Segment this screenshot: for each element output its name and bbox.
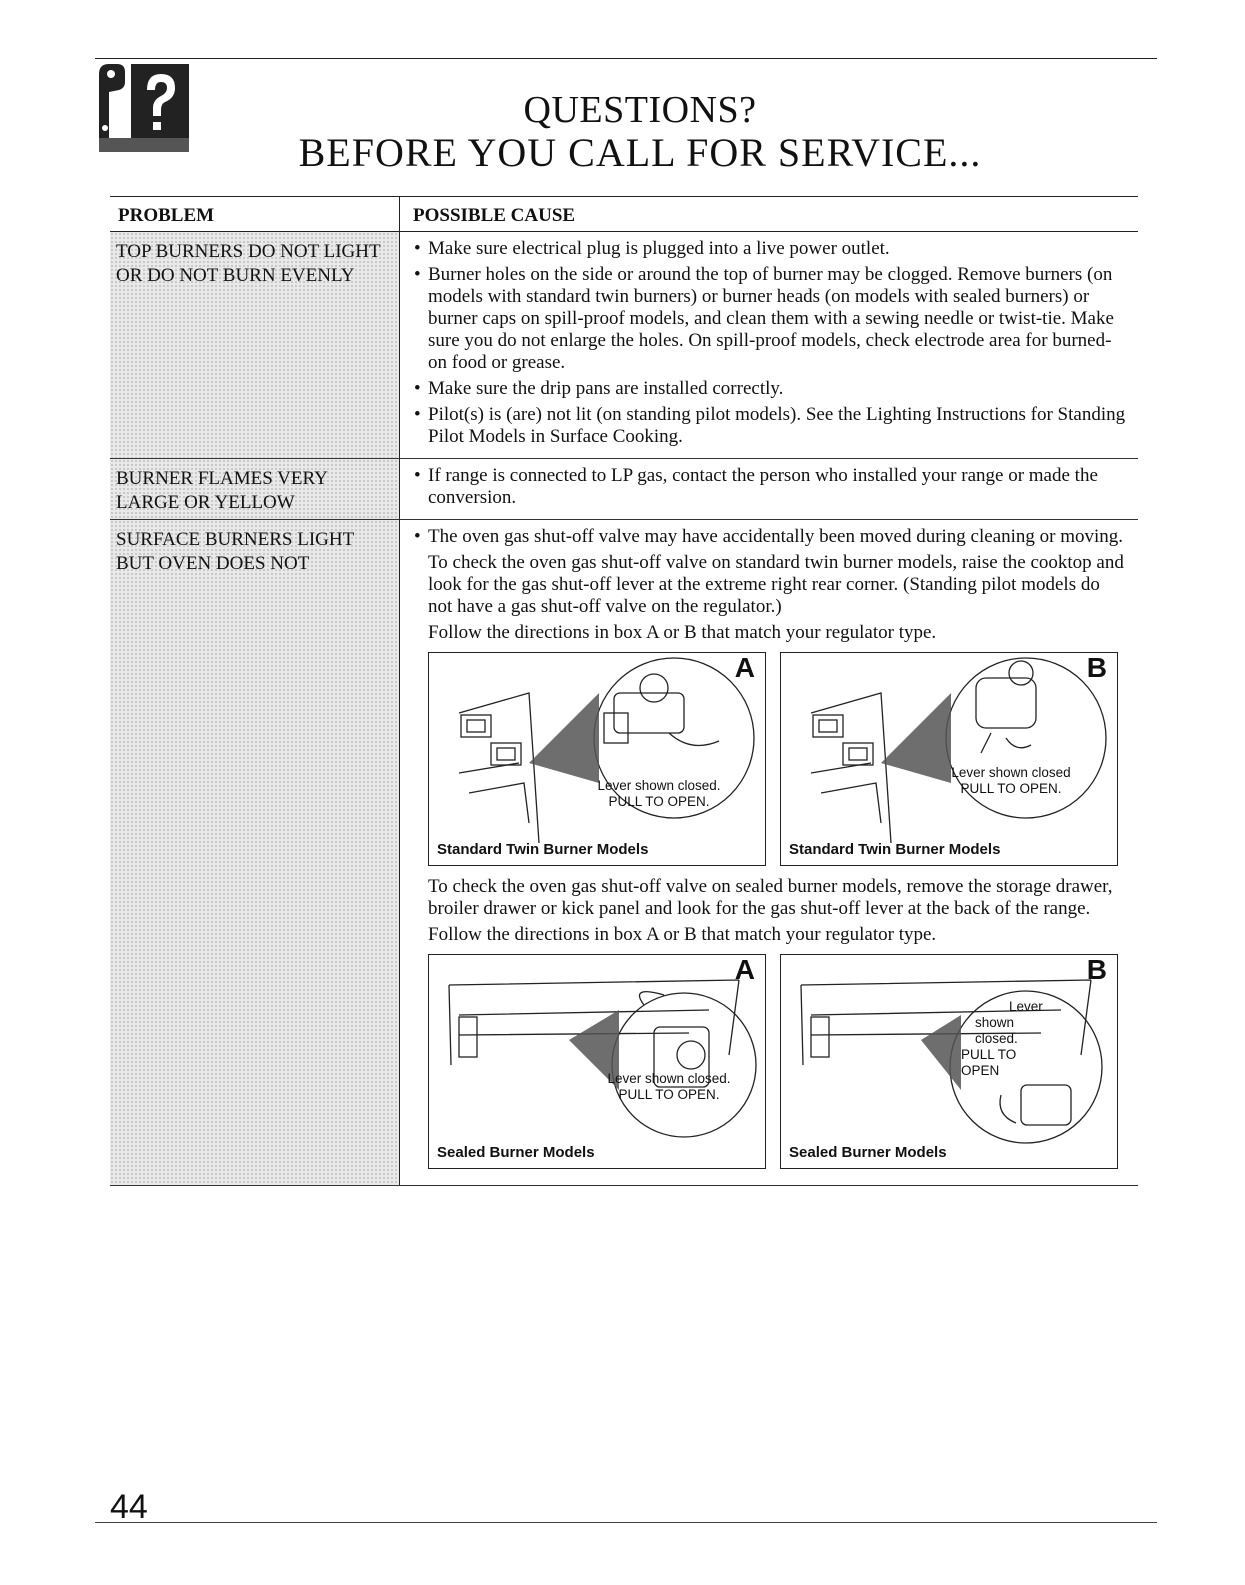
figure-sealed-a bbox=[428, 954, 766, 1169]
problem-cell bbox=[110, 520, 399, 1185]
cause-item: • Make sure the drip pans are installed correctly. bbox=[414, 378, 1126, 400]
note-line: PULL TO OPEN. bbox=[608, 794, 710, 809]
page-number: 44 bbox=[110, 1488, 148, 1526]
figure-caption: Standard Twin Burner Models bbox=[437, 841, 649, 858]
cause-header: POSSIBLE CAUSE bbox=[413, 205, 576, 226]
note-line: PULL TO OPEN. bbox=[960, 781, 1062, 796]
problem-header: PROBLEM bbox=[118, 205, 215, 226]
table-row bbox=[110, 520, 1138, 1186]
problem-text: TOP BURNERS DO NOT LIGHT OR DO NOT BURN EVENLY bbox=[116, 241, 381, 286]
problem-cell bbox=[110, 232, 399, 458]
table-row bbox=[110, 459, 1138, 520]
figure-caption: Standard Twin Burner Models bbox=[789, 841, 1001, 858]
bottom-rule bbox=[95, 1522, 1157, 1523]
table-row bbox=[110, 232, 1138, 459]
regulator-illustration-icon bbox=[781, 653, 1117, 865]
instruction-paragraph: Follow the directions in box A or B that match your regulator type. bbox=[428, 622, 937, 643]
title-line-2: BEFORE YOU CALL FOR SERVICE... bbox=[298, 130, 982, 175]
note-line: OPEN bbox=[961, 1063, 1000, 1078]
figure-letter: A bbox=[734, 954, 755, 985]
figure-row-standard bbox=[428, 652, 1126, 866]
figure-note bbox=[589, 1071, 749, 1103]
instruction-paragraph: To check the oven gas shut-off valve on sealed burner models, remove the storage drawer, broiler drawer or kick panel and look for the gas shut-off lever at the back of the range. bbox=[428, 876, 1113, 919]
figure-letter: A bbox=[734, 652, 755, 683]
figure-caption: Sealed Burner Models bbox=[437, 1144, 595, 1161]
figure-caption: Sealed Burner Models bbox=[789, 1144, 947, 1161]
troubleshooting-table bbox=[110, 196, 1138, 1186]
cause-cell bbox=[410, 232, 1138, 458]
cause-item: • The oven gas shut-off valve may have accidentally been moved during cleaning or moving. bbox=[414, 526, 1126, 548]
instruction-paragraph: To check the oven gas shut-off valve on standard twin burner models, raise the cooktop and look for the gas shut-off lever at the extreme right rear corner. (Standing pilot models do not have a gas shut-off valve on the regulator.) bbox=[428, 552, 1124, 617]
note-line: PULL TO OPEN. bbox=[618, 1087, 720, 1102]
note-line: Lever shown closed bbox=[951, 765, 1071, 780]
cause-item: • Burner holes on the side or around the top of burner may be clogged. Remove burners (on models with standard twin burners) or burner heads (on models with sealed burners) or burner caps on spill-proof models, and clean them with a sewing needle or twist-tie. Make sure you do not enlarge the holes. On spill-proof models, check electrode area for burned-on food or grease. bbox=[414, 264, 1126, 374]
cause-item: • If range is connected to LP gas, contact the person who installed your range or made the conversion. bbox=[414, 465, 1126, 509]
note-line: Lever shown closed. bbox=[597, 778, 721, 793]
figure-note bbox=[961, 999, 1051, 1079]
regulator-illustration-icon bbox=[429, 653, 765, 865]
regulator-illustration-icon bbox=[781, 955, 1117, 1168]
question-mark-logo-icon bbox=[95, 60, 191, 156]
top-rule bbox=[95, 58, 1157, 59]
page-title bbox=[230, 90, 1050, 176]
cause-item: • Make sure electrical plug is plugged into a live power outlet. bbox=[414, 238, 1126, 260]
figure-standard-b bbox=[780, 652, 1118, 866]
figure-note bbox=[931, 765, 1091, 797]
figure-letter: B bbox=[1086, 652, 1107, 683]
note-line: PULL TO bbox=[961, 1047, 1017, 1062]
figure-sealed-b bbox=[780, 954, 1118, 1169]
note-line: shown closed. bbox=[975, 1015, 1018, 1046]
problem-text: SURFACE BURNERS LIGHT BUT OVEN DOES NOT bbox=[116, 529, 354, 574]
cause-item: • Pilot(s) is (are) not lit (on standing pilot models). See the Lighting Instructions for Standing Pilot Models in Surface Cooking. bbox=[414, 404, 1126, 448]
note-line: Lever shown closed. bbox=[607, 1071, 731, 1086]
cause-cell bbox=[410, 520, 1138, 1185]
note-line: Lever bbox=[1009, 999, 1043, 1014]
problem-cell bbox=[110, 459, 399, 519]
table-header bbox=[110, 197, 1138, 232]
figure-letter: B bbox=[1086, 954, 1107, 985]
cause-cell bbox=[410, 459, 1138, 519]
title-line-1: QUESTIONS? bbox=[523, 89, 757, 131]
regulator-illustration-icon bbox=[429, 955, 765, 1168]
figure-row-sealed bbox=[428, 954, 1126, 1169]
figure-note bbox=[579, 778, 739, 810]
problem-text: BURNER FLAMES VERY LARGE OR YELLOW bbox=[116, 468, 328, 513]
figure-standard-a bbox=[428, 652, 766, 866]
instruction-paragraph: Follow the directions in box A or B that match your regulator type. bbox=[428, 924, 937, 945]
